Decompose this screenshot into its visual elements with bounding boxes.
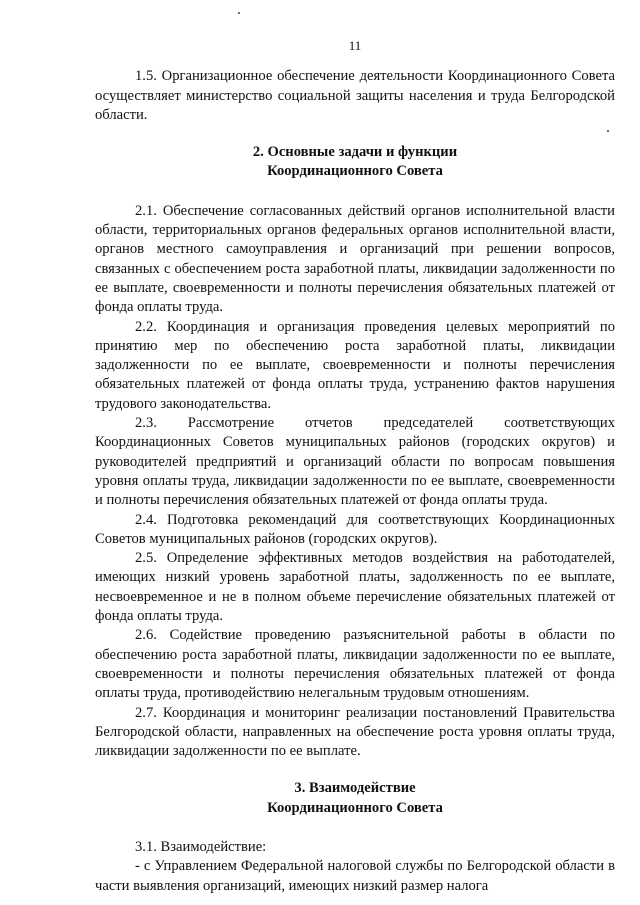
section-2-heading-line2: Координационного Совета <box>267 163 443 180</box>
paragraph-2-6: 2.6. Содействие проведению разъяснительной работы в области по обеспечению роста заработной платы, ликвидации задолженности по ее выплате, своевременности и полноты перечисления обязательных платежей от фонда оплаты труда, противодействию нелегальным трудовым отношениям. <box>95 627 615 702</box>
paragraph-2-3: 2.3. Рассмотрение отчетов председателей соответствующих Координационных Советов муниципальных районов (городских округов) и руководителей предприятий и организаций области по вопросам повышения уровня оплаты труда, ликвидации задолженности по ее выплате, своевременности и полноты перечисления обязательных платежей от фонда оплаты труда. <box>95 415 615 509</box>
scan-speck <box>238 12 240 14</box>
section-2-heading <box>95 143 615 182</box>
section-3-heading-line1: 3. Взаимодействие <box>294 780 416 797</box>
paragraph-3-1: 3.1. Взаимодействие: <box>135 838 267 855</box>
document-page <box>95 36 615 896</box>
section-2-heading-line1: 2. Основные задачи и функции <box>252 144 458 161</box>
section-3-heading <box>95 779 615 818</box>
scan-speck <box>607 130 609 132</box>
paragraph-1-5: 1.5. Организационное обеспечение деятельности Координационного Совета осуществляет министерство социальной защиты населения и труда Белгородской области. <box>95 68 615 123</box>
paragraph-3-1-item: - с Управлением Федеральной налоговой службы по Белгородской области в части выявления организаций, имеющих низкий размер налога <box>95 858 615 894</box>
paragraph-2-5: 2.5. Определение эффективных методов воздействия на работодателей, имеющих низкий уровень заработной платы, задолженность по ее выплате, несвоевременное и не в полном объеме перечисление обязательных платежей от фонда оплаты труда. <box>95 550 615 625</box>
paragraph-2-1: 2.1. Обеспечение согласованных действий органов исполнительной власти области, территориальных органов федеральных органов исполнительной власти, органов местного самоуправления и организаций при решении вопросов, связанных с обеспечением роста заработной платы, ликвидации задолженности по ее выплате, своевременности и полноты перечисления обязательных платежей от фонда оплаты труда. <box>95 202 615 316</box>
paragraph-2-4: 2.4. Подготовка рекомендаций для соответствующих Координационных Советов муниципальных районов (городских округов). <box>95 511 615 547</box>
section-3-heading-line2: Координационного Совета <box>267 799 443 816</box>
page-number: 11 <box>348 38 362 53</box>
paragraph-2-2: 2.2. Координация и организация проведения целевых мероприятий по принятию мер по обеспечению роста заработной платы, ликвидации задолженности по ее выплате, своевременности и полноты перечисления обязательных платежей от фонда оплаты труда, устранению фактов нарушения трудового законодательства. <box>95 318 615 412</box>
paragraph-2-7: 2.7. Координация и мониторинг реализации постановлений Правительства Белгородской области, направленных на обеспечение роста уровня оплаты труда, ликвидации задолженности по ее выплате. <box>95 704 615 760</box>
